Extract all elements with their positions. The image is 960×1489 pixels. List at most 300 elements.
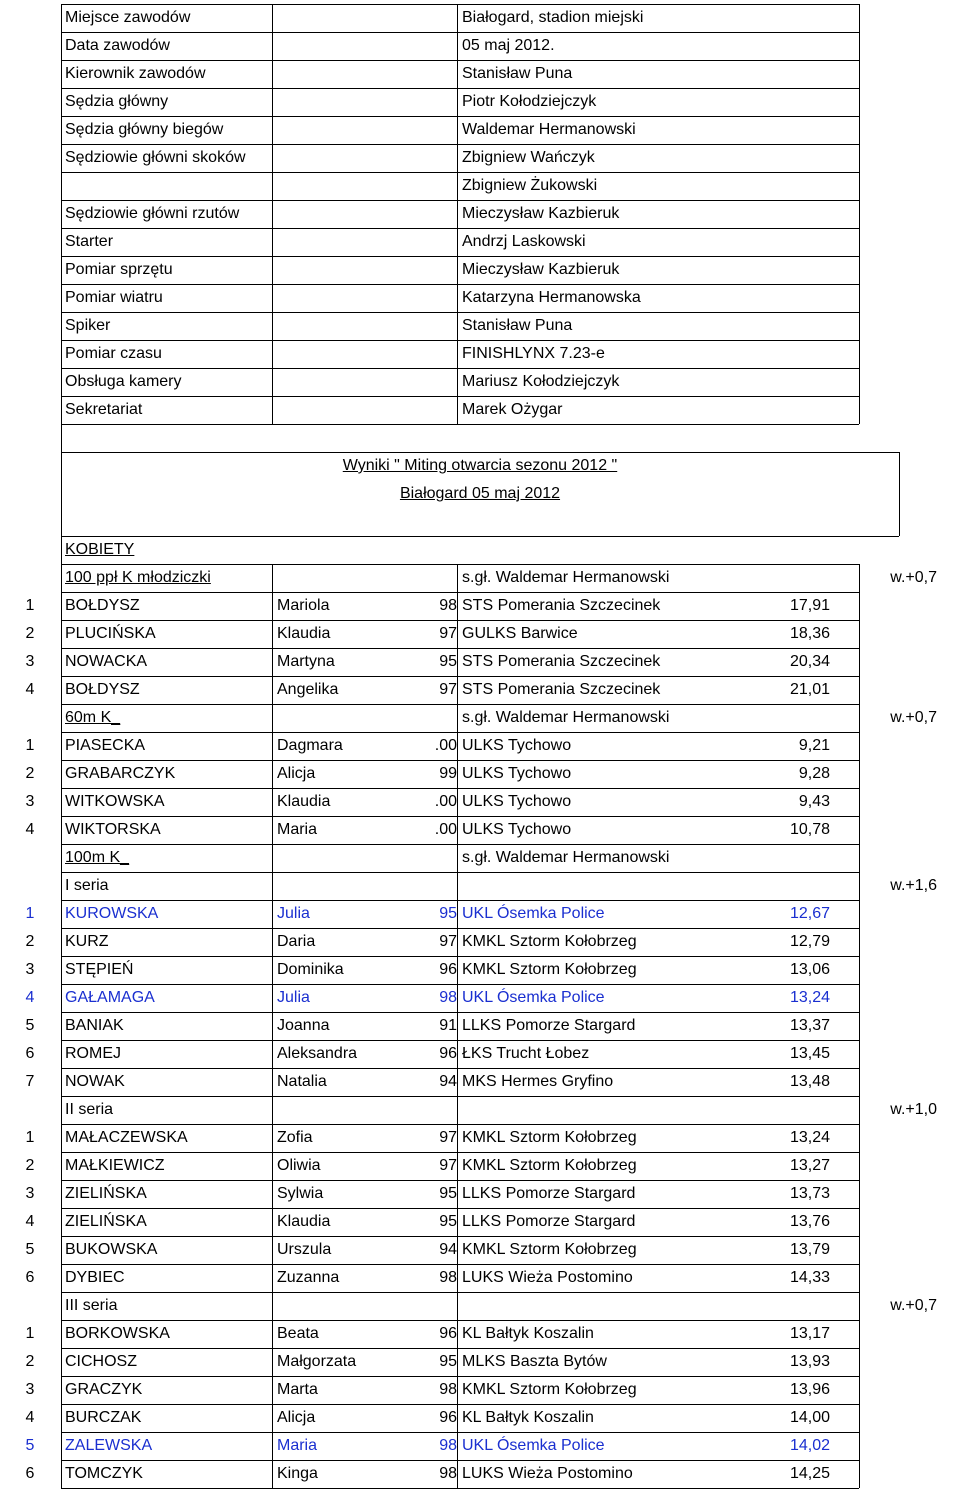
official-row (0, 200, 960, 228)
result-place: 2 (25, 933, 35, 950)
event-judge: s.gł. Waldemar Hermanowski (462, 709, 670, 726)
heat-wind: w.+1,0 (890, 1101, 937, 1118)
result-firstname: Beata (277, 1325, 319, 1342)
official-label: Starter (65, 233, 114, 250)
official-row (0, 256, 960, 284)
official-label: Pomiar czasu (65, 345, 162, 362)
grid-line (61, 368, 859, 369)
result-firstname: Klaudia (277, 793, 331, 810)
result-year: .00 (434, 821, 457, 838)
result-club: GULKS Barwice (462, 625, 578, 642)
result-surname: CICHOSZ (65, 1353, 137, 1370)
result-club: MLKS Baszta Bytów (462, 1353, 607, 1370)
grid-line (61, 648, 859, 649)
subtitle-row (0, 480, 960, 508)
result-surname: BOŁDYSZ (65, 597, 140, 614)
heat-label: III seria (65, 1297, 118, 1314)
result-place: 2 (25, 1157, 35, 1174)
result-place: 4 (25, 821, 35, 838)
result-club: UKL Ósemka Police (462, 1437, 605, 1454)
result-year: 96 (439, 1045, 457, 1062)
result-surname: ZIELIŃSKA (65, 1213, 147, 1230)
grid-line (61, 620, 859, 621)
result-surname: GAŁAMAGA (65, 989, 155, 1006)
result-time: 10,78 (789, 821, 830, 838)
official-value: Mieczysław Kazbieruk (462, 261, 620, 278)
result-year: 97 (439, 1129, 457, 1146)
result-place: 4 (25, 681, 35, 698)
result-row (0, 928, 960, 956)
result-place: 3 (25, 793, 35, 810)
official-value: Waldemar Hermanowski (462, 121, 636, 138)
result-surname: DYBIEC (65, 1269, 125, 1286)
result-row (0, 760, 960, 788)
result-row (0, 1348, 960, 1376)
grid-line (61, 4, 859, 5)
result-firstname: Natalia (277, 1073, 327, 1090)
official-label: Kierownik zawodów (65, 65, 206, 82)
result-time: 13,17 (789, 1325, 830, 1342)
result-place: 4 (25, 1409, 35, 1426)
grid-line (61, 1068, 859, 1069)
result-club: MKS Hermes Gryfino (462, 1073, 614, 1090)
grid-line (61, 788, 859, 789)
result-place: 5 (25, 1241, 35, 1258)
result-time: 13,37 (789, 1017, 830, 1034)
result-time: 9,43 (798, 793, 830, 810)
result-firstname: Dominika (277, 961, 344, 978)
official-value: Stanisław Puna (462, 65, 573, 82)
result-row (0, 1068, 960, 1096)
result-time: 13,96 (789, 1381, 830, 1398)
grid-line (61, 1096, 859, 1097)
grid-line (61, 1376, 859, 1377)
grid-line (899, 452, 900, 536)
heat-wind: w.+0,7 (890, 1297, 937, 1314)
official-value: Piotr Kołodziejczyk (462, 93, 597, 110)
result-row (0, 1376, 960, 1404)
result-time: 13,24 (789, 1129, 830, 1146)
result-club: LLKS Pomorze Stargard (462, 1185, 636, 1202)
result-year: 98 (439, 1269, 457, 1286)
result-club: ULKS Tychowo (462, 765, 572, 782)
heat-header-row (0, 872, 960, 900)
result-place: 1 (25, 597, 35, 614)
result-club: ŁKS Trucht Łobez (462, 1045, 590, 1062)
result-year: 97 (439, 681, 457, 698)
official-value: Mieczysław Kazbieruk (462, 205, 620, 222)
grid-line (61, 1320, 859, 1321)
result-club: LUKS Wieża Postomino (462, 1465, 633, 1482)
result-surname: WITKOWSKA (65, 793, 165, 810)
result-year: 94 (439, 1241, 457, 1258)
official-row (0, 228, 960, 256)
official-value: 05 maj 2012. (462, 37, 555, 54)
result-year: 96 (439, 1409, 457, 1426)
result-firstname: Urszula (277, 1241, 332, 1258)
event-judge: s.gł. Waldemar Hermanowski (462, 849, 670, 866)
result-firstname: Klaudia (277, 625, 331, 642)
official-row (0, 368, 960, 396)
heat-label: I seria (65, 877, 109, 894)
official-row (0, 60, 960, 88)
grid-line (272, 564, 273, 1488)
official-value: Stanisław Puna (462, 317, 573, 334)
result-row (0, 1404, 960, 1432)
result-surname: PIASECKA (65, 737, 146, 754)
result-surname: TOMCZYK (65, 1465, 143, 1482)
official-value: Zbigniew Wańczyk (462, 149, 595, 166)
official-row (0, 172, 960, 200)
result-row (0, 1124, 960, 1152)
result-club: KL Bałtyk Koszalin (462, 1409, 594, 1426)
event-header-row (0, 564, 960, 592)
result-club: LUKS Wieża Postomino (462, 1269, 633, 1286)
grid-line (61, 228, 859, 229)
official-label: Sekretariat (65, 401, 143, 418)
result-firstname: Sylwia (277, 1185, 324, 1202)
result-firstname: Joanna (277, 1017, 330, 1034)
result-firstname: Maria (277, 1437, 318, 1454)
result-year: 97 (439, 1157, 457, 1174)
official-label: Sędziowie główni skoków (65, 149, 246, 166)
event-header-row (0, 704, 960, 732)
result-time: 13,06 (789, 961, 830, 978)
result-surname: GRACZYK (65, 1381, 143, 1398)
result-year: 97 (439, 933, 457, 950)
grid-line (61, 32, 859, 33)
result-surname: BORKOWSKA (65, 1325, 170, 1342)
result-time: 20,34 (789, 653, 830, 670)
event-judge: s.gł. Waldemar Hermanowski (462, 569, 670, 586)
official-label: Sędziowie główni rzutów (65, 205, 240, 222)
grid-line (859, 564, 860, 1488)
grid-line (457, 4, 458, 424)
result-club: LLKS Pomorze Stargard (462, 1213, 636, 1230)
heat-header-row (0, 1096, 960, 1124)
grid-line (61, 928, 859, 929)
official-row (0, 312, 960, 340)
result-firstname: Julia (277, 989, 310, 1006)
grid-line (61, 200, 859, 201)
grid-line (61, 1432, 859, 1433)
official-row (0, 116, 960, 144)
result-row (0, 1320, 960, 1348)
official-row (0, 340, 960, 368)
result-club: KMKL Sztorm Kołobrzeg (462, 933, 637, 950)
grid-line (61, 676, 859, 677)
result-place: 1 (25, 905, 35, 922)
grid-line (61, 1124, 859, 1125)
official-label: Data zawodów (65, 37, 170, 54)
official-value: Andrzj Laskowski (462, 233, 586, 250)
category-row (0, 536, 960, 564)
result-row (0, 1012, 960, 1040)
result-firstname: Kinga (277, 1465, 318, 1482)
result-club: STS Pomerania Szczecinek (462, 681, 661, 698)
official-value: Katarzyna Hermanowska (462, 289, 641, 306)
grid-line (61, 816, 859, 817)
official-label: Sędzia główny biegów (65, 121, 224, 138)
result-year: .00 (434, 793, 457, 810)
official-label (65, 172, 455, 200)
result-row (0, 816, 960, 844)
result-surname: GRABARCZYK (65, 765, 176, 782)
result-place: 3 (25, 653, 35, 670)
result-firstname: Alicja (277, 765, 316, 782)
result-place: 3 (25, 961, 35, 978)
result-firstname: Marta (277, 1381, 318, 1398)
result-surname: BOŁDYSZ (65, 681, 140, 698)
grid-line (61, 592, 859, 593)
result-year: 95 (439, 1353, 457, 1370)
grid-line (61, 1012, 859, 1013)
grid-line (61, 704, 859, 705)
result-year: 95 (439, 653, 457, 670)
result-club: KMKL Sztorm Kołobrzeg (462, 1241, 637, 1258)
official-label: Spiker (65, 317, 111, 334)
heat-label: II seria (65, 1101, 114, 1118)
grid-line (61, 984, 859, 985)
result-club: KMKL Sztorm Kołobrzeg (462, 1157, 637, 1174)
result-firstname: Mariola (277, 597, 330, 614)
result-surname: NOWACKA (65, 653, 148, 670)
result-year: 94 (439, 1073, 457, 1090)
result-time: 13,27 (789, 1157, 830, 1174)
result-year: 95 (439, 1185, 457, 1202)
result-firstname: Daria (277, 933, 316, 950)
result-time: 13,76 (789, 1213, 830, 1230)
grid-line (61, 256, 859, 257)
result-club: KMKL Sztorm Kołobrzeg (462, 1129, 637, 1146)
result-row (0, 788, 960, 816)
result-place: 2 (25, 1353, 35, 1370)
official-value: Mariusz Kołodziejczyk (462, 373, 620, 390)
result-row (0, 1460, 960, 1488)
result-club: STS Pomerania Szczecinek (462, 653, 661, 670)
result-time: 21,01 (789, 681, 830, 698)
official-label: Pomiar wiatru (65, 289, 163, 306)
result-year: 98 (439, 989, 457, 1006)
result-year: 99 (439, 765, 457, 782)
result-time: 14,00 (789, 1409, 830, 1426)
title-row (0, 452, 960, 480)
result-row (0, 592, 960, 620)
result-place: 3 (25, 1185, 35, 1202)
result-row (0, 956, 960, 984)
grid-line (61, 1236, 859, 1237)
official-label: Sędzia główny (65, 93, 169, 110)
result-firstname: Maria (277, 821, 318, 838)
result-place: 6 (25, 1045, 35, 1062)
result-surname: ZALEWSKA (65, 1437, 153, 1454)
grid-line (61, 1180, 859, 1181)
result-year: 96 (439, 961, 457, 978)
result-year: 98 (439, 1465, 457, 1482)
official-row (0, 88, 960, 116)
result-time: 9,21 (798, 737, 830, 754)
result-place: 2 (25, 625, 35, 642)
result-surname: ROMEJ (65, 1045, 121, 1062)
result-row (0, 1432, 960, 1460)
official-label: Obsługa kamery (65, 373, 182, 390)
official-value: Zbigniew Żukowski (462, 177, 598, 194)
result-row (0, 676, 960, 704)
result-club: KMKL Sztorm Kołobrzeg (462, 1381, 637, 1398)
official-row (0, 144, 960, 172)
official-label: Miejsce zawodów (65, 9, 191, 26)
grid-line (61, 872, 859, 873)
result-firstname: Angelika (277, 681, 339, 698)
result-year: 98 (439, 1437, 457, 1454)
grid-line (457, 564, 458, 1488)
heat-header-row (0, 1292, 960, 1320)
result-row (0, 1040, 960, 1068)
category-label: KOBIETY (65, 541, 135, 558)
result-time: 12,67 (789, 905, 830, 922)
result-year: 95 (439, 1213, 457, 1230)
result-row (0, 900, 960, 928)
result-place: 1 (25, 737, 35, 754)
event-header-row (0, 844, 960, 872)
result-time: 14,02 (789, 1437, 830, 1454)
result-row (0, 620, 960, 648)
result-place: 4 (25, 989, 35, 1006)
result-place: 4 (25, 1213, 35, 1230)
result-firstname: Julia (277, 905, 310, 922)
official-row (0, 284, 960, 312)
official-value: FINISHLYNX 7.23-e (462, 345, 605, 362)
result-time: 14,25 (789, 1465, 830, 1482)
grid-line (272, 4, 273, 424)
grid-line (61, 424, 859, 425)
result-club: ULKS Tychowo (462, 821, 572, 838)
result-club: LLKS Pomorze Stargard (462, 1017, 636, 1034)
official-label: Pomiar sprzętu (65, 261, 173, 278)
result-time: 13,24 (789, 989, 830, 1006)
result-row (0, 732, 960, 760)
spacer-row (0, 508, 960, 536)
result-surname: BUKOWSKA (65, 1241, 158, 1258)
page-title: Wyniki " Miting otwarcia sezonu 2012 " (342, 457, 618, 474)
result-surname: ZIELIŃSKA (65, 1185, 147, 1202)
result-year: 97 (439, 625, 457, 642)
result-year: 98 (439, 1381, 457, 1398)
event-name: 100 ppł K młodziczki (65, 569, 211, 586)
result-place: 6 (25, 1269, 35, 1286)
grid-line (61, 172, 859, 173)
result-firstname: Oliwia (277, 1157, 321, 1174)
result-year: 98 (439, 597, 457, 614)
result-time: 13,93 (789, 1353, 830, 1370)
result-year: 91 (439, 1017, 457, 1034)
result-time: 9,28 (798, 765, 830, 782)
grid-line (61, 144, 859, 145)
grid-line (61, 1292, 859, 1293)
grid-line (61, 1152, 859, 1153)
event-wind: w.+0,7 (890, 709, 937, 726)
result-surname: KURZ (65, 933, 109, 950)
official-value: Białogard, stadion miejski (462, 9, 644, 26)
result-firstname: Dagmara (277, 737, 343, 754)
result-place: 1 (25, 1129, 35, 1146)
result-surname: KUROWSKA (65, 905, 159, 922)
result-firstname: Klaudia (277, 1213, 331, 1230)
result-year: 95 (439, 905, 457, 922)
result-firstname: Zofia (277, 1129, 313, 1146)
grid-line (61, 536, 62, 1488)
result-club: KL Bałtyk Koszalin (462, 1325, 594, 1342)
grid-line (61, 284, 859, 285)
result-time: 13,48 (789, 1073, 830, 1090)
grid-line (61, 396, 859, 397)
grid-line (61, 4, 62, 424)
spacer-row (0, 424, 960, 452)
result-place: 7 (25, 1073, 35, 1090)
result-row (0, 1264, 960, 1292)
result-place: 6 (25, 1465, 35, 1482)
result-firstname: Alicja (277, 1409, 316, 1426)
event-name: 100m K_ (65, 849, 130, 866)
result-firstname: Małgorzata (277, 1353, 357, 1370)
grid-line (61, 1460, 859, 1461)
result-place: 5 (25, 1017, 35, 1034)
grid-line (61, 844, 859, 845)
result-time: 17,91 (789, 597, 830, 614)
grid-line (61, 88, 859, 89)
result-firstname: Martyna (277, 653, 335, 670)
result-place: 1 (25, 1325, 35, 1342)
grid-line (859, 4, 860, 424)
official-row (0, 4, 960, 32)
result-firstname: Aleksandra (277, 1045, 358, 1062)
grid-line (61, 564, 859, 565)
grid-line (61, 340, 859, 341)
result-time: 18,36 (789, 625, 830, 642)
grid-line (61, 1040, 859, 1041)
result-row (0, 984, 960, 1012)
result-time: 13,73 (789, 1185, 830, 1202)
result-row (0, 1152, 960, 1180)
result-row (0, 1208, 960, 1236)
result-club: ULKS Tychowo (462, 793, 572, 810)
grid-line (61, 732, 859, 733)
grid-line (61, 536, 899, 537)
result-row (0, 1180, 960, 1208)
grid-line (61, 60, 859, 61)
result-place: 2 (25, 765, 35, 782)
heat-wind: w.+1,6 (890, 877, 937, 894)
page-subtitle: Białogard 05 maj 2012 (399, 485, 561, 502)
result-year: 96 (439, 1325, 457, 1342)
grid-line (61, 760, 859, 761)
grid-line (61, 900, 859, 901)
result-surname: BURCZAK (65, 1409, 142, 1426)
grid-line (61, 1208, 859, 1209)
result-club: UKL Ósemka Police (462, 989, 605, 1006)
result-club: KMKL Sztorm Kołobrzeg (462, 961, 637, 978)
event-wind: w.+0,7 (890, 569, 937, 586)
result-surname: STĘPIEŃ (65, 961, 134, 978)
official-row (0, 32, 960, 60)
grid-line (61, 116, 859, 117)
result-place: 3 (25, 1381, 35, 1398)
result-surname: MAŁKIEWICZ (65, 1157, 165, 1174)
result-surname: NOWAK (65, 1073, 125, 1090)
result-club: ULKS Tychowo (462, 737, 572, 754)
grid-line (61, 956, 859, 957)
result-club: UKL Ósemka Police (462, 905, 605, 922)
